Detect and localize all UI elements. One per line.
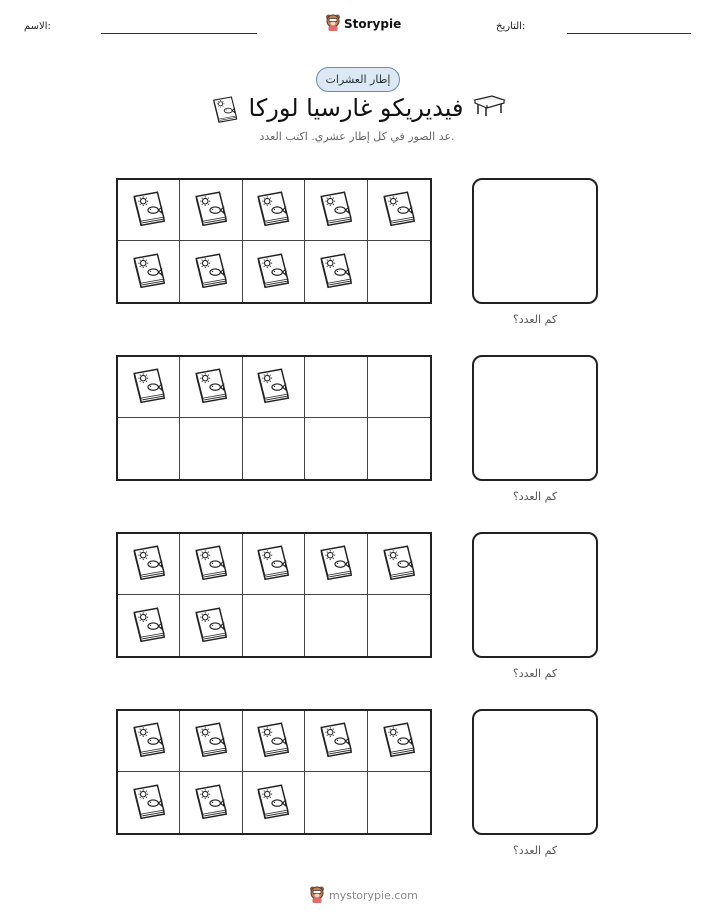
book-with-sun-and-fish-icon [128,249,170,295]
book-with-sun-and-fish-icon [190,249,232,295]
answer-box[interactable] [472,178,598,304]
ten-frame-cell [118,357,180,418]
ten-frame [116,709,432,835]
ten-frame-cell [243,595,305,656]
brand-name: Storypie [344,16,402,31]
book-with-sun-and-fish-icon [128,541,170,587]
ten-frame-cell [305,180,367,241]
ten-frame-cell [118,534,180,595]
book-with-sun-and-fish-icon [128,187,170,233]
table-icon [472,94,506,122]
answer-box[interactable] [472,709,598,835]
book-with-sun-and-fish-icon [128,603,170,649]
book-with-sun-and-fish-icon [315,187,357,233]
ten-frame-cell [243,711,305,772]
count-prompt: كم العدد؟ [512,844,558,857]
book-with-sun-and-fish-icon [128,718,170,764]
ten-frame-cell [180,772,242,833]
ten-frame-cell [368,595,430,656]
book-with-sun-and-fish-icon [128,780,170,826]
name-label: الاسم: [24,21,51,32]
answer-box[interactable] [472,355,598,481]
book-with-sun-and-fish-icon [190,780,232,826]
ten-frame-cell [118,241,180,302]
book-with-sun-and-fish-icon [252,187,294,233]
date-label: التاريخ: [496,21,526,32]
ten-frame-cell [368,418,430,479]
count-prompt: كم العدد؟ [512,667,558,680]
ten-frame-cell [243,418,305,479]
ten-frame-cell [368,241,430,302]
book-with-sun-and-fish-icon [315,541,357,587]
ten-frame-cell [180,595,242,656]
ten-frame-cell [305,241,367,302]
ten-frame-cell [118,711,180,772]
ten-frame-cell [118,772,180,833]
ten-frame-cell [180,357,242,418]
ten-frame-cell [305,595,367,656]
book-with-sun-and-fish-icon [378,541,420,587]
ten-frame-cell [368,772,430,833]
ten-frame-cell [243,357,305,418]
book-with-sun-and-fish-icon [252,364,294,410]
page-title: فيديريكو غارسيا لوركا [248,94,464,122]
book-with-sun-and-fish-icon [128,364,170,410]
ten-frame-cell [368,534,430,595]
brand-logo [325,13,401,34]
ten-frame-cell [118,180,180,241]
name-line[interactable] [101,33,257,34]
book-with-sun-and-fish-icon [190,718,232,764]
footer-url[interactable]: mystorypie.com [329,889,418,902]
ten-frame-cell [368,711,430,772]
ten-frame [116,355,432,481]
instructions: عد الصور في كل إطار عشري. اكتب العدد. [259,130,455,143]
book-with-sun-and-fish-icon [252,249,294,295]
bear-mascot-icon [309,885,325,906]
ten-frame-cell [180,711,242,772]
ten-frame-cell [118,595,180,656]
book-with-sun-and-fish-icon [190,364,232,410]
ten-frame-cell [243,241,305,302]
ten-frame-cell [243,534,305,595]
count-prompt: كم العدد؟ [512,490,558,503]
book-with-sun-and-fish-icon [190,187,232,233]
book-with-sun-and-fish-icon [315,249,357,295]
book-with-sun-and-fish-icon [252,541,294,587]
book-with-sun-and-fish-icon [190,603,232,649]
footer [309,885,418,906]
book-with-sun-and-fish-icon [378,187,420,233]
ten-frame-cell [305,534,367,595]
ten-frame-cell [305,357,367,418]
ten-frame-cell [180,241,242,302]
ten-frame-cell [368,357,430,418]
book-with-sun-and-fish-icon [378,718,420,764]
book-icon [209,93,241,129]
ten-frame [116,532,432,658]
ten-frame-cell [243,180,305,241]
date-line[interactable] [567,33,691,34]
book-with-sun-and-fish-icon [252,718,294,764]
ten-frame-cell [180,534,242,595]
book-with-sun-and-fish-icon [190,541,232,587]
count-prompt: كم العدد؟ [512,313,558,326]
ten-frame-cell [368,180,430,241]
bear-mascot-icon [325,13,341,34]
ten-frame-cell [305,711,367,772]
ten-frame-cell [180,418,242,479]
ten-frame-cell [118,418,180,479]
book-with-sun-and-fish-icon [315,718,357,764]
book-with-sun-and-fish-icon [252,780,294,826]
worksheet-type-badge: إطار العشرات [316,67,400,92]
ten-frame-cell [305,772,367,833]
ten-frame-cell [180,180,242,241]
ten-frame-cell [305,418,367,479]
ten-frame [116,178,432,304]
ten-frame-cell [243,772,305,833]
answer-box[interactable] [472,532,598,658]
